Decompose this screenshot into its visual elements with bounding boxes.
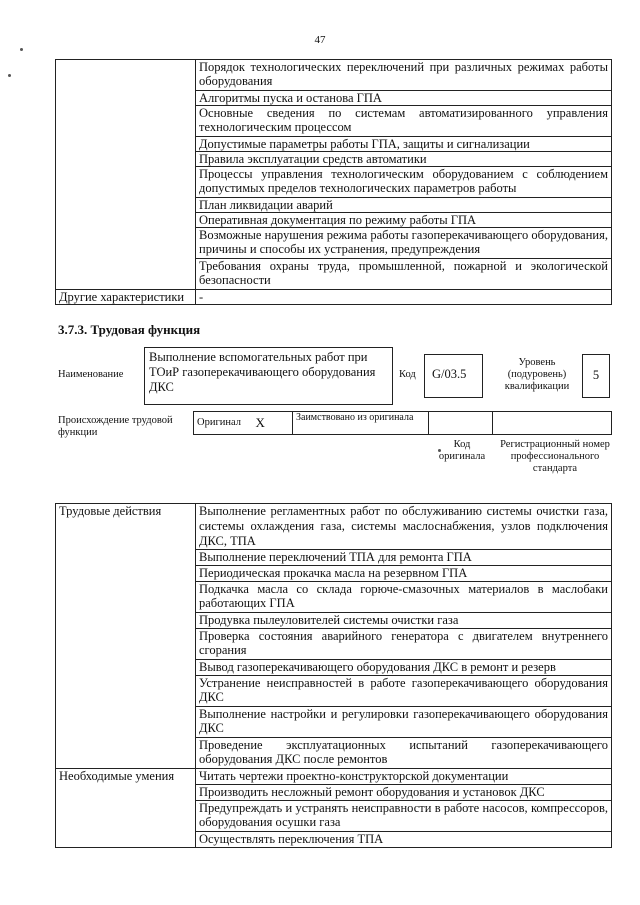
origin-table <box>193 411 612 435</box>
knowledge-item: Правила эксплуатации средств автоматики <box>196 152 612 167</box>
qualification-level: 5 <box>592 368 600 382</box>
action-item: Проверка состояния аварийного генератора с двигателем внутреннего сгорания <box>196 629 612 660</box>
table-row <box>56 769 612 785</box>
action-item: Выполнение регламентных работ по обслуживанию системы очистки газа, системы охлаждения газа, системы маслоснабжения, узлов подключения ДКС, ТПА <box>196 504 612 550</box>
section-heading: 3.7.3. Трудовая функция <box>58 322 201 337</box>
table-cell-empty <box>56 60 196 290</box>
knowledge-table <box>55 59 612 305</box>
skills-label: Необходимые умения <box>56 769 196 848</box>
knowledge-item: Допустимые параметры работы ГПА, защиты и сигнализации <box>196 137 612 152</box>
knowledge-item: Возможные нарушения режима работы газоперекачивающего оборудования, причины и способы их устранения, предупреждения <box>196 228 612 259</box>
knowledge-item: Оперативная документация по режиму работы ГПА <box>196 213 612 228</box>
page-number: 47 <box>314 34 326 46</box>
skill-item: Осуществлять переключения ТПА <box>196 832 612 848</box>
action-item: Выполнение настройки и регулировки газоперекачивающего оборудования ДКС <box>196 707 612 738</box>
scan-speck <box>8 74 11 77</box>
level-label: Уровень (подуровень) квалификации <box>504 357 570 392</box>
action-item: Выполнение переключений ТПА для ремонта ГПА <box>196 550 612 566</box>
action-item: Устранение неисправностей в работе газоперекачивающего оборудования ДКС <box>196 676 612 707</box>
functions-table <box>55 503 612 848</box>
action-item: Проведение эксплуатационных испытаний газоперекачивающего оборудования ДКС после ремонтов <box>196 738 612 769</box>
action-item: Подкачка масла со склада горюче-смазочных материалов в маслобаки работающих ГПА <box>196 582 612 613</box>
knowledge-item: Порядок технологических переключений при различных режимах работы оборудования <box>196 60 612 91</box>
borrowed-label: Заимствовано из оригинала <box>293 412 429 435</box>
actions-label: Трудовые действия <box>56 504 196 769</box>
origin-label: Происхождение трудовой функции <box>58 415 173 438</box>
original-label: Оригинал <box>194 412 253 435</box>
skill-item: Производить несложный ремонт оборудования и установок ДКС <box>196 785 612 801</box>
origin-code-cell <box>429 412 493 435</box>
knowledge-item: Требования охраны труда, промышленной, пожарной и экологической безопасности <box>196 259 612 290</box>
knowledge-item: Алгоритмы пуска и останова ГПА <box>196 91 612 106</box>
origin-reg-cell <box>493 412 612 435</box>
level-value-box <box>582 354 610 398</box>
function-code: G/03.5 <box>432 367 467 381</box>
table-row <box>194 412 612 435</box>
action-item: Периодическая прокачка масла на резервном ГПА <box>196 566 612 582</box>
code-value-box <box>424 354 483 398</box>
other-characteristics-label: Другие характеристики <box>56 290 196 305</box>
skill-item: Читать чертежи проектно-конструкторской документации <box>196 769 612 785</box>
knowledge-item: План ликвидации аварий <box>196 198 612 213</box>
knowledge-item: Процессы управления технологическим оборудованием с соблюдением допустимых пределов технологических параметров работы <box>196 167 612 198</box>
skill-item: Предупреждать и устранять неисправности в работе насосов, компрессоров, оборудования осушки газа <box>196 801 612 832</box>
table-row <box>56 60 612 91</box>
knowledge-item: Основные сведения по системам автоматизированного управления технологическим процессом <box>196 106 612 137</box>
name-value-box <box>144 347 393 405</box>
action-item: Продувка пылеуловителей системы очистки газа <box>196 613 612 629</box>
action-item: Вывод газоперекачивающего оборудования ДКС в ремонт и резерв <box>196 660 612 676</box>
scan-speck <box>20 48 23 51</box>
code-label: Код <box>399 369 416 380</box>
reg-caption: Регистрационный номер профессионального стандарта <box>500 439 610 474</box>
original-mark: X <box>253 412 293 435</box>
code-caption: Код оригинала <box>438 439 486 462</box>
name-label: Наименование <box>58 369 124 380</box>
table-row <box>56 504 612 550</box>
table-row <box>56 290 612 305</box>
other-characteristics-value: - <box>196 290 612 305</box>
function-name: Выполнение вспомогательных работ при ТОиР газоперекачивающего оборудования ДКС <box>149 350 376 394</box>
